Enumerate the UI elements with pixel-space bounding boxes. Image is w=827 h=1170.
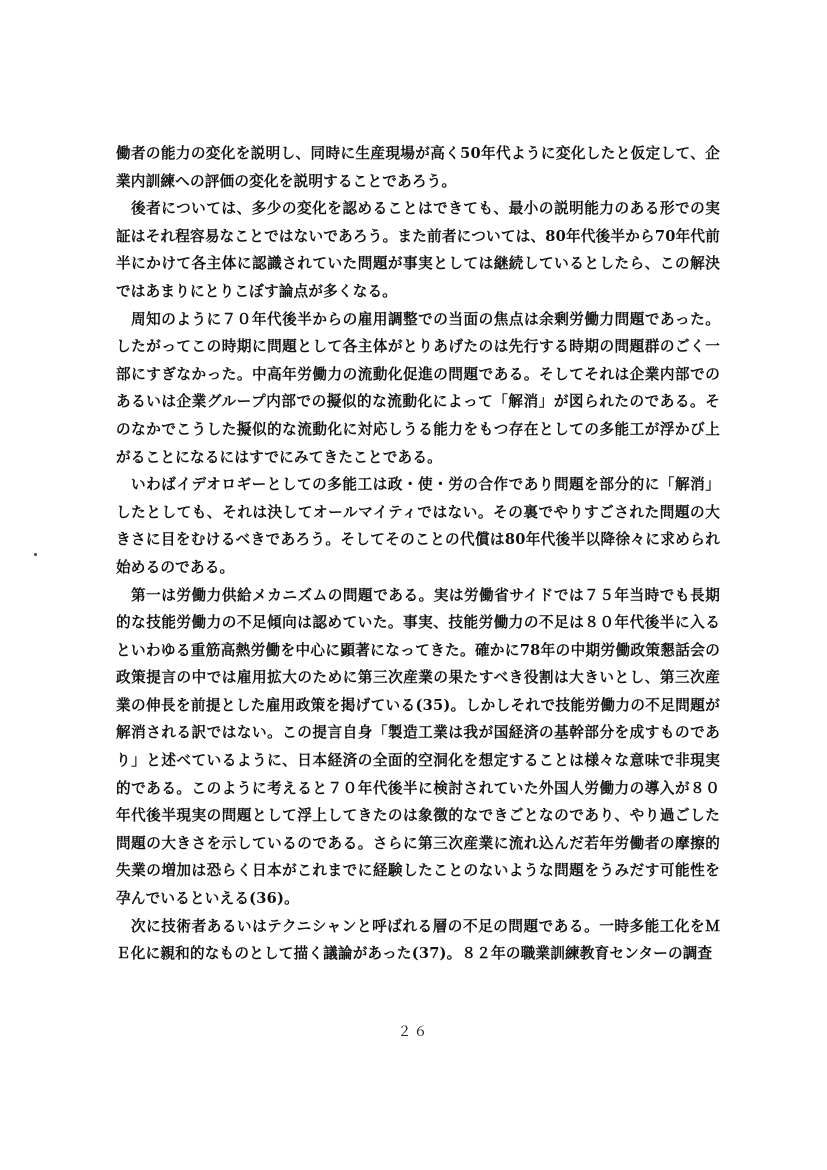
- paragraph-1: 働者の能力の変化を説明し、同時に生産現場が高く50年代ように変化したと仮定して、企業内訓練への評価の変化を説明することであろう。: [116, 145, 720, 190]
- paragraph-4: いわばイデオロギーとしての多能工は政・使・労の合作であり問題を部分的に「解消」したとしても、それは決してオールマイティではない。その裏でやりすごされた問題の大きさに目をむけるべきであろう。そしてそのことの代償は80年代後半以降徐々に求められ始めるのである。: [116, 476, 720, 576]
- paragraph-3: 周知のように７０年代後半からの雇用調整での当面の焦点は余剰労働力問題であった。したがってこの時期に問題として各主体がとりあげたのは先行する時期の問題群のごく一部にすぎなかった。中高年労働力の流動化促進の問題である。そしてそれは企業内部でのあるいは企業グループ内部での擬似的な流動化によって「解消」が図られたのである。そのなかでこうした擬似的な流動化に対応しうる能力をもつ存在としての多能工が浮かび上がることになるにはすでにみてきたことである。: [116, 310, 720, 466]
- body-text: [116, 140, 720, 968]
- page-number: ２６: [397, 1024, 430, 1040]
- paragraph-6: 次に技術者あるいはテクニシャンと呼ばれる層の不足の問題である。一時多能工化をＭＥ化に親和的なものとして描く議論があった(37)。８２年の職業訓練教育センターの調査: [116, 917, 720, 963]
- scan-speck: [34, 553, 37, 556]
- paragraph-2: 後者については、多少の変化を認めることはできても、最小の説明能力のある形での実証はそれ程容易なことではないであろう。また前者については、80年代後半から70年代前半にかけて各主体に認識されていた問題が事実としては継続しているとしたら、この解決ではあまりにとりこぼす論点が多くなる。: [116, 200, 720, 300]
- paragraph-5: 第一は労働力供給メカニズムの問題である。実は労働省サイドでは７５年当時でも長期的な技能労働力の不足傾向は認めていた。事実、技能労働力の不足は８０年代後半に入るといわゆる重筋高熱労働を中心に顕著になってきた。確かに78年の中期労働政策懇話会の政策提言の中では雇用拡大のために第三次産業の果たすべき役割は大きいとし、第三次産業の伸長を前提とした雇用政策を掲げている(35)。しかしそれで技能労働力の不足問題が解消される訳ではない。この提言自身「製造工業は我が国経済の基幹部分を成すものであり」と述べているように、日本経済の全面的空洞化を想定することは様々な意味で非現実的である。このように考えると７０年代後半に検討されていた外国人労働力の導入が８０年代後半現実の問題として浮上してきたのは象徴的なできごとなのであり、やり過ごした問題の大きさを示しているのである。さらに第三次産業に流れ込んだ若年労働者の摩擦的失業の増加は恐らく日本がこれまでに経験したことのないような問題をうみだす可能性を孕んでいるといえる(36)。: [116, 586, 720, 908]
